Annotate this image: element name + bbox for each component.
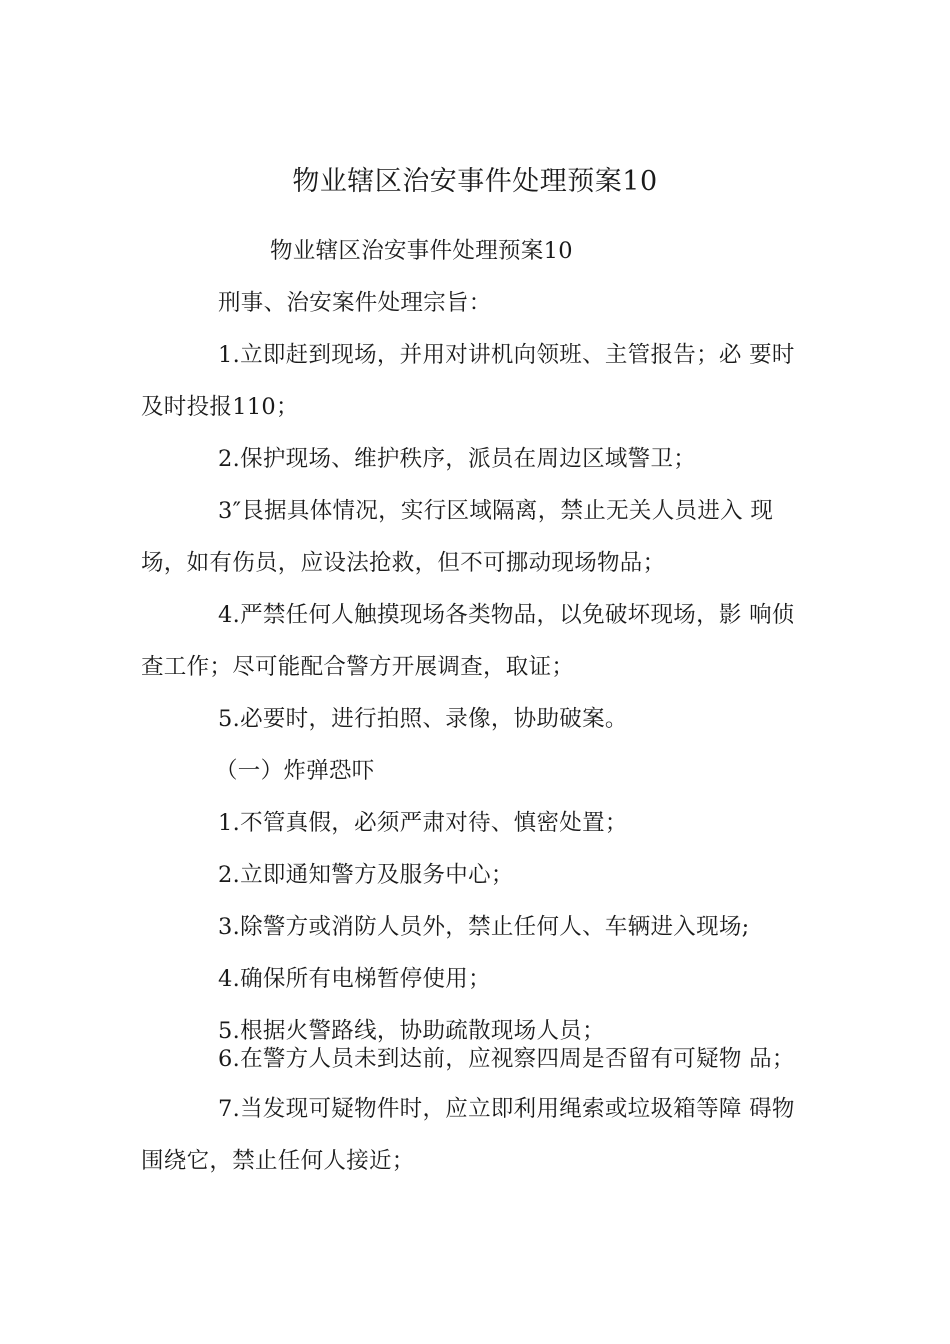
bomb-item-2: 2.立即通知警方及服务中心； xyxy=(218,862,514,888)
item-1-line-2: 及时投报110； xyxy=(141,394,299,420)
item-5: 5.必要时，进行拍照、录像，协助破案。 xyxy=(218,706,628,732)
bomb-item-5: 5.根据火警路线，协助疏散现场人员； xyxy=(218,1018,605,1044)
intro-text: 刑事、治安案件处理宗旨： xyxy=(218,290,492,316)
document-subtitle: 物业辖区治安事件处理预案10 xyxy=(270,238,573,264)
document-title: 物业辖区治安事件处理预案10 xyxy=(292,166,658,197)
item-3-line-1: 3″艮据具体情况，实行区域隔离，禁止无关人员进入 现 xyxy=(218,498,774,524)
item-3-line-2: 场，如有伤员，应设法抢救，但不可挪动现场物品； xyxy=(141,550,666,576)
bomb-item-6: 6.在警方人员未到达前，应视察四周是否留有可疑物 品； xyxy=(218,1046,795,1072)
bomb-item-3: 3.除警方或消防人员外，禁止任何人、车辆进入现场; xyxy=(218,914,750,940)
bomb-item-1: 1.不管真假，必须严肃对待、慎密处置； xyxy=(218,810,628,836)
item-2: 2.保护现场、维护秩序，派员在周边区域警卫； xyxy=(218,446,697,472)
item-4-line-2: 查工作；尽可能配合警方开展调查，取证； xyxy=(141,654,575,680)
item-1-line-1: 1.立即赶到现场，并用对讲机向领班、主管报告；必 要时 xyxy=(218,342,795,368)
bomb-item-7-line-1: 7.当发现可疑物件时，应立即利用绳索或垃圾箱等障 碍物 xyxy=(218,1096,795,1122)
item-4-line-1: 4.严禁任何人触摸现场各类物品，以免破坏现场，影 响侦 xyxy=(218,602,795,628)
bomb-item-7-line-2: 围绕它，禁止任何人接近； xyxy=(141,1148,415,1174)
bomb-item-4: 4.确保所有电梯暂停使用； xyxy=(218,966,491,992)
section-heading-bomb-threat: （一）炸弹恐吓 xyxy=(215,758,375,784)
